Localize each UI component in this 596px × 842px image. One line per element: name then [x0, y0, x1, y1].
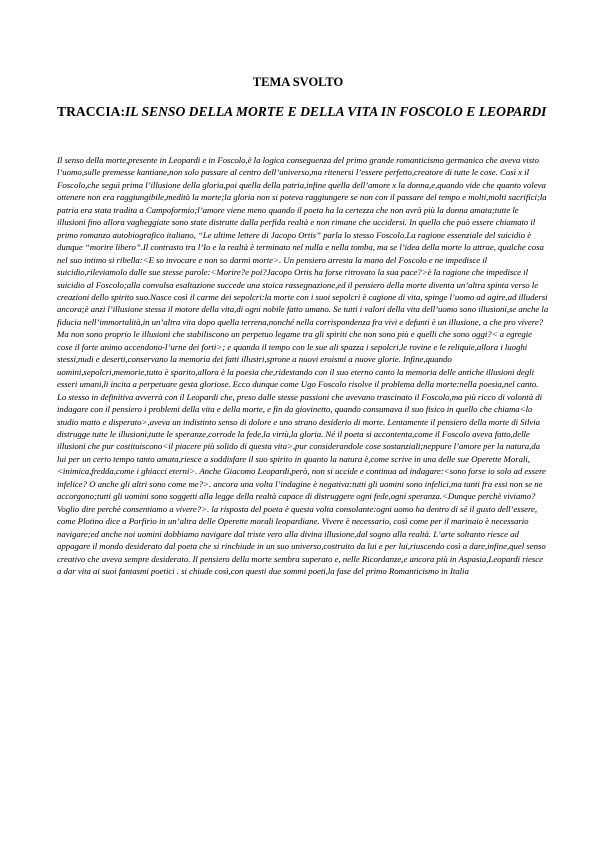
assignment-title — [57, 103, 547, 120]
assignment-label: TRACCIA: — [57, 104, 125, 119]
essay-body: Il senso della morte,presente in Leopardi e in Foscolo,è la logica conseguenza del primo grande romanticismo germanico che aveva visto l’uomo,sulle premesse kantiane,non solo passare al centro dell’universo,ma ritenersi l’essere perfetto,creatore di tutte le cose. Così x il Foscolo,che seguì prima l’illusione della gloria,poi quella della patria,infine quella dell’amore x la donna,e,quando vide che quanto voleva ottenere non era raggiungibile,meditò la morte;la gloria non si poteva raggiungere se non con il passare del tempo e molti,molti sacrifici;la patria era stata tradita a Campoformio;l’amore viene meno quando il poeta ha la certezza che non avrà più la donna amata;tutte le illusioni fino allora vagheggiate sono state distrutte dalla perfida realtà e non rimane che uccidersi. In quello che può essere chiamato il primo romanzo autobiografico italiano, “Le ultime lettere di Jacopo Ortis” parla lo stesso Foscolo.La ragione essenziale del suicidio è dunque “morire libero”.Il contrasto tra l’Io e la realtà è terminato nel nulla e nella tomba, ma se l’idea della morte lo attrae, qualche cosa nel suo intimo si ribella:<E so invocare e non so darmi morte>. Un pensiero arresta la mano del Foscolo e ne impedisce il suicidio,rileviamolo dalle sue stesse parole:<Morire?e poi?Jacopo Ortis ha forse ritrovato la sua pace?>è la ragione che impedisce il suicidio al Foscolo;alla convulsa esaltazione succede una stoica rassegnazione,ed il pensiero della morte diventa un’altra spinta verso le creazioni dello spirito suo.Nasce così il carme dei sepolcri:la morte con i suoi sepolcri è cagione di vita, spinge l’uomo ad agire,ad illudersi ancora;è anzi l’illusione stessa il motore della vita,di ogni nobile fatto umano. Se tutti i valori della vita dell’uomo sono illusioni,se anche la fiducia nell’immortalità,in un’altra vita dopo quella terrena,nonché nella corrispondenza fra vivi e defunti è un illusione, a che pro vivere? Ma non sono proprio le illusioni che stabiliscono un perpetuo legame tra gli spiriti che non sono più e quelli che sono oggi?< a egregie cose il forte animo accendono-l’urne dei forti>; e quando il tempo con le sue ali spazza i sepolcri,le rovine e le reliquie,allora i luoghi stessi,nudi e deserti,conservano la memoria dei fatti illustri,sprone a nuovi eroismi a nuove glorie. Infine,quando uomini,sepolcri,memorie,tutto è sparito,allora è la poesia che,ridestando con il suo eterno canto la memoria delle antiche illusioni degli esseri umani,li incita a perpetuare gesta gloriose. Ecco dunque come Ugo Foscolo risolve il problema della morte:nella poesia,nel canto. Lo stesso in definitiva avverrà con il Leopardi che, preso dalle stesse passioni che avevano trascinato il Foscolo,ma più ricco di volontà di indagare con il pensiero i problemi della vita e della morte, e fin da giovinetto, quando consumava il suo fisico in quello che chiama<lo studio matto e disperato>,aveva un indistinto senso di dolore e uno strano desiderio di morte. Lentamente il pensiero della morte di Silvia distrugge tutte le illusioni,tutte le speranze,corrode la fede,la virtù,la gloria. Né il poeta si accontenta,come il Foscolo aveva fatto,delle illusioni che pur costituiscono<il piacere più solido di questa vita>,pur considerandole cose sostanziali;neppure l’amore per la natura,da lui per un certo tempo tanto amata,riesce a soddisfare il suo spirito in quanto la natura è,come scrive in una delle sue Operette Morali,<inimica,fredda,come i ghiacci eterni>. Anche Giacomo Leopardi,però, non si uccide e continua ad indagare:<sono forse io solo ad essere infelice? O anche gli altri sono come me?>. ancora una volta l’indagine è negativa:tutti gli uomini sono infelici,ma tanti fra essi non se ne accorgono;tutti gli uomini sono soggetti alla legge della realtà capace di distruggere ogni fede,ogni speranza.<Dunque perchè viviamo? Voglio dire perchè consentiamo a vivere?>. la risposta del poeta è questa volta consolante:ogni uomo ha dentro di sé il gusto dell’essere, come Plotino dice a Porfirio in un’altra delle Operette morali leopardiane. Vivere è necessario, così come per il marinaio è necessario navigare;ed anche noi uomini dobbiamo navigare dal triste vero alla divina illusione,dal sogno alla realtà. L’arte soltanto riesce ad appagare il mondo desiderato dal poeta che si rinchiude in un suo universo,costruito da lui e per lui,riuscendo così a dare,infine,quel senso creativo che aveva sempre desiderato. Il pensiero della morte sembra superato e, nelle Ricordanze,e ancora più in Aspasia,Leopardi riesce a dar vita ai suoi fantasmi poetici . si chiude così,con questi due sommi poeti,la fase del primo Romanticismo in Italia — [57, 155, 549, 576]
page-heading: TEMA SVOLTO — [252, 75, 344, 89]
assignment-subject: IL SENSO DELLA MORTE E DELLA VITA IN FOSCOLO E LEOPARDI — [124, 104, 547, 119]
